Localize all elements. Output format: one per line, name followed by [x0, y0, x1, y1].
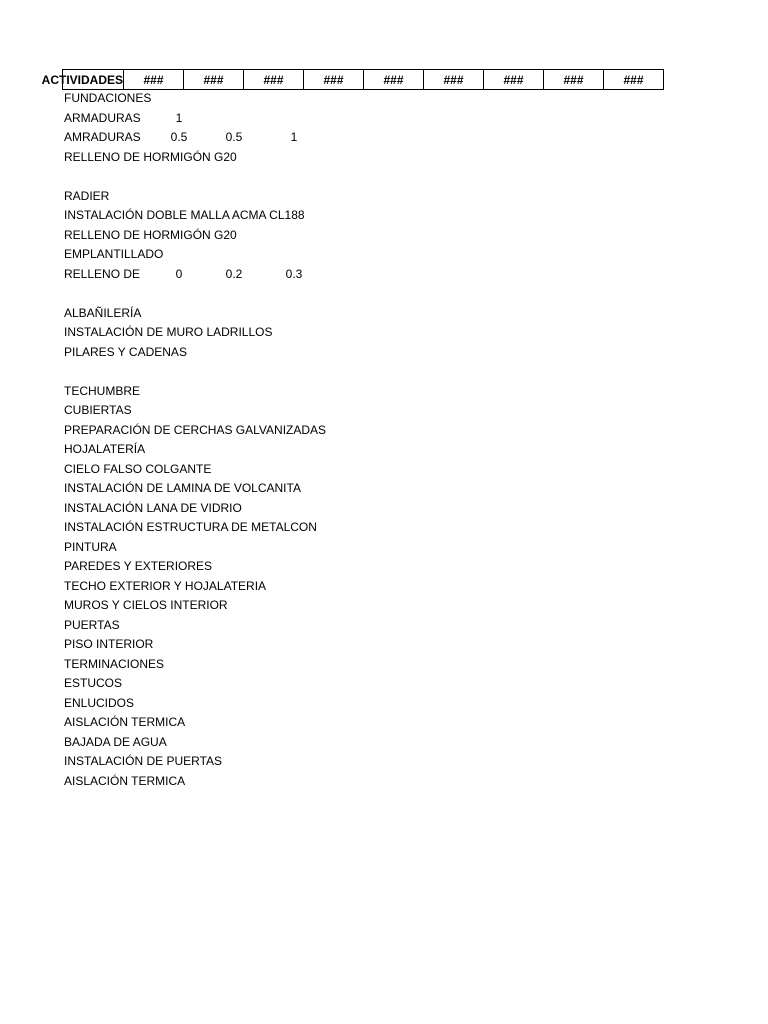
table-row[interactable] — [64, 499, 242, 518]
table-row[interactable] — [64, 128, 364, 147]
header-cell-date[interactable] — [543, 69, 604, 90]
table-row[interactable] — [64, 245, 163, 264]
activity-label: PINTURA — [64, 539, 117, 554]
header-cell-date[interactable] — [423, 69, 484, 90]
table-row[interactable] — [64, 343, 187, 362]
activity-label: RELLENO DE HORMIGÓN G20 — [64, 227, 237, 242]
header-cell-date[interactable] — [603, 69, 664, 90]
header-date-label: ### — [503, 72, 524, 87]
activity-label: ESTUCOS — [64, 676, 123, 690]
header-cell-activity[interactable] — [41, 69, 124, 90]
activity-label: INSTALACIÓN DE MURO LADRILLOS — [64, 325, 273, 339]
value-cell[interactable]: 0 — [175, 266, 183, 281]
activity-label: AISLACIÓN TERMICA — [64, 715, 186, 729]
value-cell[interactable]: 0.5 — [170, 130, 188, 144]
table-row[interactable] — [64, 772, 185, 791]
table-row[interactable] — [64, 148, 237, 167]
activity-label: ARMADURAS — [64, 110, 141, 125]
header-cell-date[interactable] — [303, 69, 364, 90]
activity-label: PILARES Y CADENAS — [64, 344, 187, 359]
activity-label: INSTALACIÓN LANA DE VIDRIO — [64, 500, 242, 515]
header-date-label: ### — [563, 72, 584, 87]
table-row[interactable] — [64, 187, 109, 206]
activity-label: RELLENO DE — [64, 266, 141, 281]
header-date-label: ### — [443, 72, 464, 87]
table-row[interactable] — [64, 109, 364, 128]
activity-label: CIELO FALSO COLGANTE — [64, 461, 212, 476]
header-row — [41, 69, 664, 90]
activity-label: INSTALACIÓN ESTRUCTURA DE METALCON — [64, 520, 317, 534]
activity-label: CUBIERTAS — [64, 403, 132, 417]
table-row[interactable] — [64, 440, 145, 459]
activity-label: FUNDACIONES — [64, 91, 152, 105]
activity-label: ENLUCIDOS — [64, 695, 135, 710]
value-cell[interactable]: 1 — [290, 130, 298, 144]
activity-label: PAREDES Y EXTERIORES — [64, 559, 213, 573]
table-row[interactable] — [64, 733, 167, 752]
header-date-label: ### — [323, 72, 344, 87]
activity-label: TECHUMBRE — [64, 383, 141, 398]
activity-label: INSTALACIÓN DE PUERTAS — [64, 754, 223, 768]
activity-label: RADIER — [64, 188, 110, 203]
header-cell-date[interactable] — [483, 69, 544, 90]
header-cell-date[interactable] — [183, 69, 244, 90]
table-row[interactable] — [64, 421, 326, 440]
table-row[interactable] — [64, 635, 153, 654]
activity-label: INSTALACIÓN DE LAMINA DE VOLCANITA — [64, 481, 301, 495]
header-cell-date[interactable] — [363, 69, 424, 90]
value-cell[interactable]: 0.5 — [225, 130, 243, 144]
header-date-label: ### — [203, 72, 224, 87]
table-row[interactable] — [64, 694, 134, 713]
activity-label: TECHO EXTERIOR Y HOJALATERIA — [64, 578, 267, 593]
table-row[interactable] — [64, 538, 117, 557]
header-cell-date[interactable] — [123, 69, 184, 90]
table-row[interactable] — [64, 674, 122, 693]
table-row[interactable] — [64, 226, 237, 245]
activity-label: BAJADA DE AGUA — [64, 734, 167, 749]
table-row[interactable] — [64, 655, 164, 674]
activity-label: TERMINACIONES — [64, 656, 165, 671]
activity-label: RELLENO DE HORMIGÓN G20 — [64, 149, 237, 164]
activity-label: AMRADURAS — [64, 130, 141, 144]
activity-label: PUERTAS — [64, 617, 120, 632]
activity-label: HOJALATERÍA — [64, 442, 146, 456]
table-row[interactable] — [64, 752, 222, 771]
table-row[interactable] — [64, 206, 305, 225]
table-row[interactable] — [64, 460, 211, 479]
table-row[interactable] — [64, 616, 120, 635]
header-date-label: ### — [143, 72, 164, 87]
header-date-label: ### — [383, 72, 404, 87]
activity-label: EMPLANTILLADO — [64, 247, 164, 261]
table-row[interactable] — [64, 577, 266, 596]
table-row[interactable] — [64, 382, 140, 401]
activity-label: PISO INTERIOR — [64, 637, 154, 651]
table-row[interactable] — [64, 518, 317, 537]
table-row[interactable] — [64, 401, 132, 420]
table-row[interactable] — [64, 89, 151, 108]
table-row[interactable] — [64, 557, 212, 576]
value-cell[interactable]: 0.3 — [285, 266, 303, 281]
value-cell[interactable]: 0.2 — [225, 266, 243, 281]
header-activity-label: ACTIVIDADES — [41, 72, 123, 87]
value-cell[interactable]: 1 — [175, 110, 183, 125]
table-row[interactable] — [64, 304, 141, 323]
table-row[interactable] — [64, 713, 185, 732]
activity-label: MUROS Y CIELOS INTERIOR — [64, 598, 228, 612]
table-row[interactable] — [64, 479, 301, 498]
header-date-label: ### — [623, 72, 644, 87]
table-row[interactable] — [64, 265, 364, 284]
header-cell-date[interactable] — [243, 69, 304, 90]
activity-label: PREPARACIÓN DE CERCHAS GALVANIZADAS — [64, 422, 327, 437]
activity-label: ALBAÑILERÍA — [64, 305, 142, 320]
activity-label: INSTALACIÓN DOBLE MALLA ACMA CL188 — [64, 208, 305, 222]
activity-label: AISLACIÓN TERMICA — [64, 773, 186, 788]
table-row[interactable] — [64, 323, 273, 342]
header-date-label: ### — [263, 72, 284, 87]
table-row[interactable] — [64, 596, 228, 615]
